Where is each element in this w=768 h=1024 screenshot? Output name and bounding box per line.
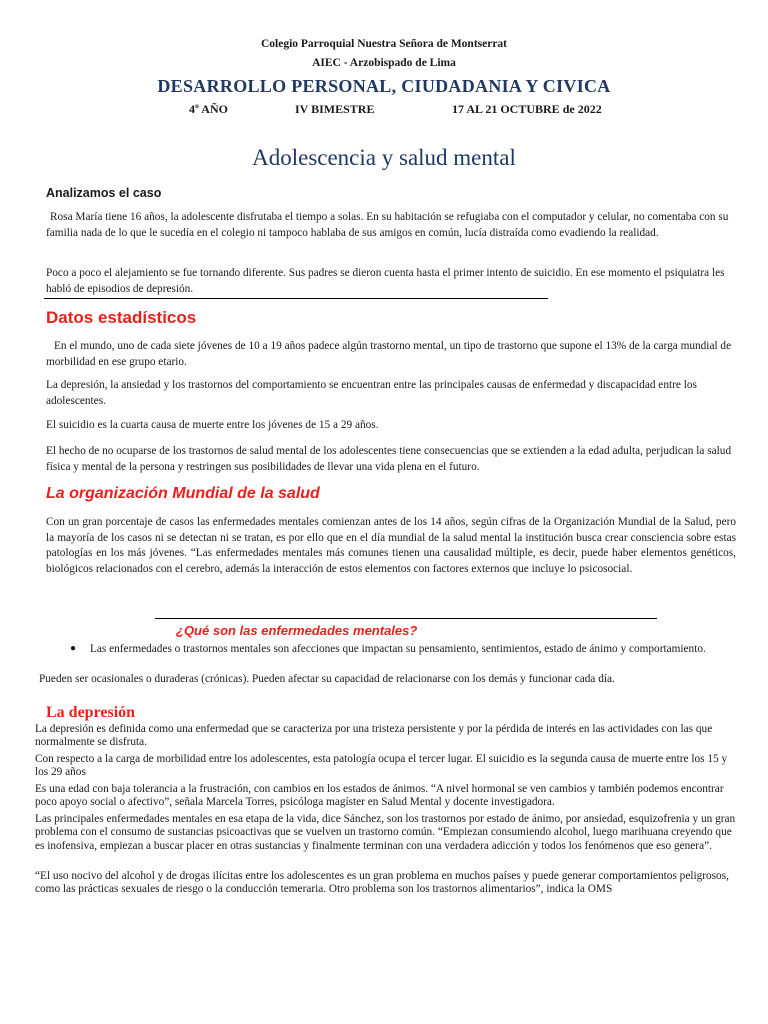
mental-illness-paragraph: Pueden ser ocasionales o duraderas (crónicas). Pueden afectar su capacidad de relacionarse con los demás y funcionar cada día. (39, 673, 615, 685)
oms-paragraph: Con un gran porcentaje de casos las enfermedades mentales comienzan antes de los 14 años, según cifras de la Organización Mundial de la Salud, pero la mayoría de los casos ni se detectan ni se tratan, es por ello que en el día mundial de la salud mental la institución busca crear consciencia sobre estas patologías en los más jóvenes. “Las enfermedades mentales más comunes tienen una causalidad múltiple, es decir, puede haber elementos genéticos, biológicos relacionados con el cerebro, además la interacción de estos elementos con factores externos que incluye lo psicosocial. (46, 516, 736, 575)
divider (155, 618, 657, 619)
stats-paragraph-3: El suicidio es la cuarta causa de muerte entre los jóvenes de 15 a 29 años. (46, 419, 379, 431)
oms-heading: La organización Mundial de la salud (46, 485, 320, 502)
mental-illness-heading: ¿Qué son las enfermedades mentales? (176, 623, 418, 638)
depression-paragraph-2: Con respecto a la carga de morbilidad entre los adolescentes, esta patología ocupa el tercer lugar. El suicidio es la segunda causa de muerte entre los 15 y los 29 años (35, 753, 728, 779)
dates: 17 AL 21 OCTUBRE de 2022 (452, 102, 602, 116)
course-title: DESARROLLO PERSONAL, CIUDADANIA Y CIVICA (157, 76, 611, 96)
page-title: Adolescencia y salud mental (252, 145, 516, 170)
stats-paragraph-2: La depresión, la ansiedad y los trastornos del comportamiento se encuentran entre las principales causas de enfermedad y discapacidad entre los adolescentes. (46, 379, 697, 407)
archdiocese: AIEC - Arzobispado de Lima (312, 57, 456, 69)
depression-paragraph-4: Las principales enfermedades mentales en esa etapa de la vida, dice Sánchez, son los trastornos por estado de ánimo, por ansiedad, esquizofrenia y un gran problema con el consumo de sustancias psicoactivas que se vuelven un trastorno común. “Empiezan consumiendo alcohol, luego marihuana creyendo que es inofensiva, empiezan a buscar placer en otras sustancias y finalmente terminan con una verdadera adicción y todos los fenómenos que eso genera”. (35, 813, 736, 852)
stats-paragraph-1: En el mundo, uno de cada siete jóvenes de 10 a 19 años padece algún trastorno mental, un tipo de trastorno que supone el 13% de la carga mundial de morbilidad en ese grupo etario. (46, 340, 732, 368)
case-paragraph-1: Rosa María tiene 16 años, la adolescente disfrutaba el tiempo a solas. En su habitación se refugiaba con el computador y celular, no comentaba con su familia nada de lo que le sucedía en el colegio ni tampoco hablaba de sus amigos en común, lucía distraída como evadiendo la realidad. (46, 211, 729, 239)
bullet-icon: ● (70, 643, 77, 654)
mental-illness-bullet: Las enfermedades o trastornos mentales son afecciones que impactan su pensamiento, sentimientos, estado de ánimo y comportamiento. (90, 643, 706, 655)
case-heading: Analizamos el caso (46, 186, 162, 200)
grade: 4º AÑO (189, 102, 228, 116)
stats-paragraph-4: El hecho de no ocuparse de los trastornos de salud mental de los adolescentes tiene consecuencias que se extienden a la edad adulta, perjudican la salud física y mental de la persona y restringen sus posibilidades de llevar una vida plena en el futuro. (46, 445, 732, 473)
case-paragraph-2: Poco a poco el alejamiento se fue tornando diferente. Sus padres se dieron cuenta hasta el primer intento de suicidio. En ese momento el psiquiatra les habló de episodios de depresión. (46, 267, 725, 295)
depression-paragraph-3: Es una edad con baja tolerancia a la frustración, con cambios en los estados de ánimos. “A nivel hormonal se ven cambios y también podemos encontrar poco apoyo social o afectivo”, señala Marcela Torres, psicóloga magíster en Salud Mental y docente investigadora. (35, 783, 724, 809)
term: IV BIMESTRE (295, 102, 375, 116)
depression-paragraph-5: “El uso nocivo del alcohol y de drogas ilícitas entre los adolescentes es un gran problema en muchos países y puede generar comportamientos peligrosos, como las prácticas sexuales de riesgo o la conducción temeraria. Otro problema son los trastornos alimentarios”, indica la OMS (35, 870, 729, 896)
depression-paragraph-1: La depresión es definida como una enfermedad que se caracteriza por una tristeza persistente y por la pérdida de interés en las actividades con las que normalmente se disfruta. (35, 723, 713, 749)
divider (44, 298, 548, 299)
school-name: Colegio Parroquial Nuestra Señora de Montserrat (260, 38, 508, 50)
stats-heading: Datos estadísticos (46, 308, 197, 327)
depression-heading: La depresión (46, 704, 136, 721)
